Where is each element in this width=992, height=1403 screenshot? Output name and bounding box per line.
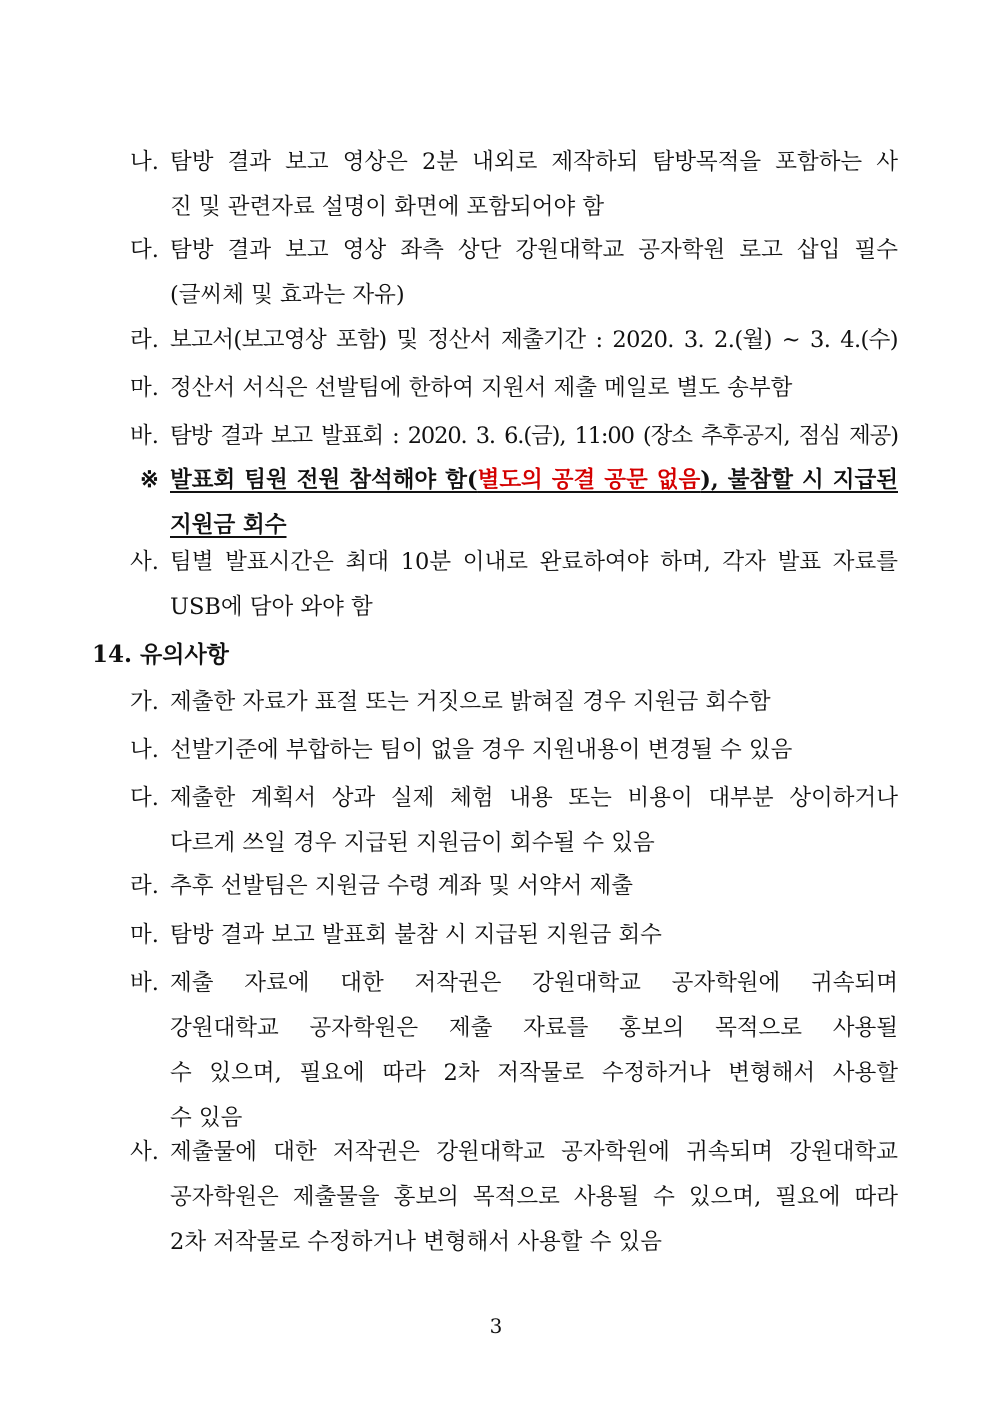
item-marker: 나. [130,149,159,175]
item-marker: 마. [130,375,159,401]
item-text-line: 탐방 결과 보고 발표회 : 2020. 3. 6.(금), 11:00 (장소 추후공지, 점심 제공) [170,423,898,449]
item-text-line: 선발기준에 부합하는 팀이 없을 경우 지원내용이 변경될 수 있음 [170,737,793,763]
item-marker: 다. [130,785,159,811]
item-text-line: 진 및 관련자료 설명이 화면에 포함되어야 함 [170,194,605,220]
list-item-na [130,728,898,773]
item-text-line: 탐방 결과 보고 영상은 2분 내외로 제작하되 탐방목적을 포함하는 사 [170,149,898,175]
attendance-note [140,458,898,548]
item-marker: 나. [130,737,159,763]
note-text: 발표회 팀원 전원 참석해야 함( [170,467,478,493]
list-item-ba [130,961,898,1141]
section-heading: 14. 유의사항 [92,641,229,668]
item-text-line: 2차 저작물로 수정하거나 변형해서 사용할 수 있음 [170,1229,662,1255]
item-marker: 사. [130,549,159,575]
item-text-line: 다르게 쓰일 경우 지급된 지원금이 회수될 수 있음 [170,830,655,856]
item-text-line: 추후 선발팀은 지원금 수령 계좌 및 서약서 제출 [170,873,634,899]
item-text-line: 보고서(보고영상 포함) 및 정산서 제출기간 : 2020. 3. 2.(월) ~ 3. 4.(수) [170,327,898,353]
item-text-line: 탐방 결과 보고 발표회 불참 시 지급된 지원금 회수 [170,922,662,948]
item-marker: 사. [130,1139,159,1165]
item-marker: 바. [130,970,159,996]
note-line: 지원금 회수 [170,512,287,538]
note-line [170,458,898,503]
note-text: ), 불참할 시 지급된 [700,467,898,493]
item-text-line: 제출물에 대한 저작권은 강원대학교 공자학원에 귀속되며 강원대학교 [170,1139,898,1165]
item-text-line: 제출한 계획서 상과 실제 체험 내용 또는 비용이 대부분 상이하거나 [170,785,898,811]
page-number: 3 [489,1314,503,1338]
list-item-ga [130,680,898,725]
list-item-da [130,228,898,318]
list-item-ba [130,414,898,459]
item-marker: 라. [130,327,159,353]
item-text-line: 수 있으며, 필요에 따라 2차 저작물로 수정하거나 변형해서 사용할 [170,1060,898,1086]
item-marker: 마. [130,922,159,948]
note-marker: ※ [140,467,159,493]
item-marker: 가. [130,689,159,715]
list-item-ra [130,864,898,909]
item-text-line: 수 있음 [170,1105,243,1131]
list-item-ma [130,913,898,958]
list-item-ra [130,318,898,363]
list-item-sa [130,540,898,630]
item-marker: 다. [130,237,159,263]
item-text-line: 강원대학교 공자학원은 제출 자료를 홍보의 목적으로 사용될 [170,1015,898,1041]
item-text-line: 팀별 발표시간은 최대 10분 이내로 완료하여야 하며, 각자 발표 자료를 [170,549,898,575]
item-marker: 라. [130,873,159,899]
item-text-line: 제출 자료에 대한 저작권은 강원대학교 공자학원에 귀속되며 [170,970,898,996]
item-text-line: 탐방 결과 보고 영상 좌측 상단 강원대학교 공자학원 로고 삽입 필수 [170,237,898,263]
item-text-line: 정산서 서식은 선발팀에 한하여 지원서 제출 메일로 별도 송부함 [170,375,793,401]
item-text-line: USB에 담아 와야 함 [170,594,373,620]
item-text-line: 공자학원은 제출물을 홍보의 목적으로 사용될 수 있으며, 필요에 따라 [170,1184,898,1210]
list-item-na [130,140,898,230]
list-item-sa [130,1130,898,1265]
list-item-da [130,776,898,866]
item-text-line: (글씨체 및 효과는 자유) [170,282,405,308]
list-item-ma [130,366,898,411]
item-marker: 바. [130,423,159,449]
item-text-line: 제출한 자료가 표절 또는 거짓으로 밝혀질 경우 지원금 회수함 [170,689,771,715]
note-highlight: 별도의 공결 공문 없음 [477,467,701,493]
